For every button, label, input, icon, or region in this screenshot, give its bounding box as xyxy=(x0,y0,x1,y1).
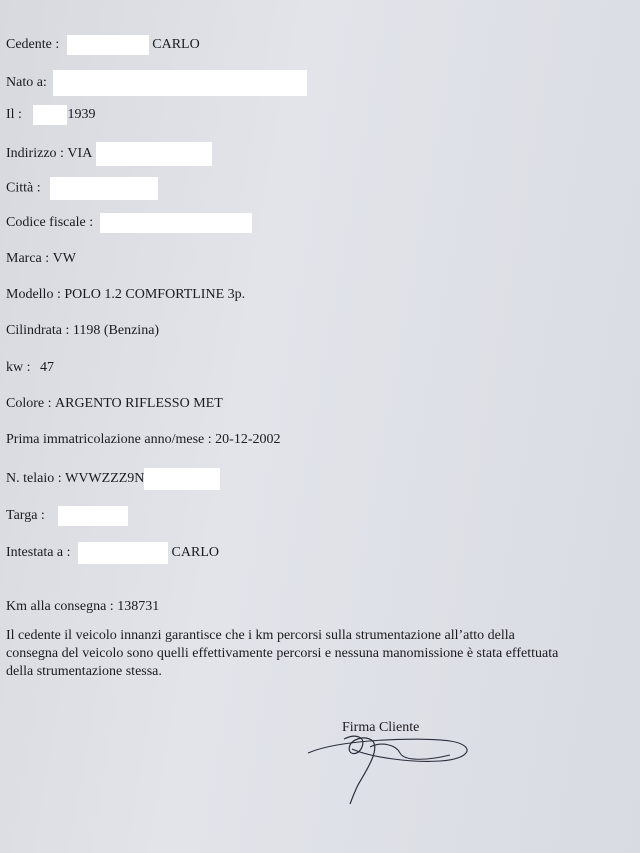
signature-scribble xyxy=(300,725,480,810)
targa-row xyxy=(6,506,128,526)
declaration-line-1: Il cedente il veicolo innanzi garantisce che i km percorsi sulla strumentazione all’atto della xyxy=(6,628,515,643)
cilindrata-value: 1198 (Benzina) xyxy=(72,323,160,338)
codice-fiscale-row xyxy=(6,213,252,233)
intestata-row xyxy=(6,542,219,564)
redaction-box xyxy=(58,506,128,526)
km-consegna-value: 138731 xyxy=(117,599,160,614)
km-consegna-row xyxy=(6,598,159,616)
marca-value: VW xyxy=(52,251,76,266)
modello-label: Modello xyxy=(6,287,54,302)
marca-label: Marca xyxy=(6,251,42,266)
colore-label: Colore xyxy=(6,396,45,411)
prima-immatricolazione-label: Prima immatricolazione anno/mese xyxy=(6,432,205,447)
kw-label: kw xyxy=(6,360,24,375)
prima-immatricolazione-value: 20-12-2002 xyxy=(215,432,281,447)
telaio-row xyxy=(6,468,220,490)
intestata-separator: : xyxy=(63,545,71,560)
redaction-box xyxy=(144,468,220,490)
citta-label: Città xyxy=(6,180,34,196)
il-value: 1939 xyxy=(67,107,96,122)
declaration-paragraph xyxy=(6,627,638,681)
km-consegna-label: Km alla consegna xyxy=(6,599,107,614)
indirizzo-separator: : xyxy=(56,146,68,161)
modello-value: POLO 1.2 COMFORTLINE 3p. xyxy=(64,287,246,302)
cedente-value: CARLO xyxy=(152,37,200,52)
citta-separator: : xyxy=(33,180,41,196)
codice-fiscale-label: Codice fiscale xyxy=(6,215,86,230)
cedente-label: Cedente xyxy=(6,37,52,52)
cilindrata-label: Cilindrata xyxy=(6,323,62,338)
nato-label: Nato a: xyxy=(6,75,47,90)
redaction-box xyxy=(33,105,67,125)
nato-row xyxy=(6,70,307,96)
marca-row xyxy=(6,250,76,268)
intestata-value: CARLO xyxy=(171,545,219,560)
modello-separator: : xyxy=(53,287,65,302)
redaction-box xyxy=(53,70,307,96)
prima-immatricolazione-row xyxy=(6,431,281,449)
colore-value: ARGENTO RIFLESSO MET xyxy=(55,396,223,411)
kw-value: 47 xyxy=(40,360,55,375)
colore-row xyxy=(6,395,223,413)
marca-separator: : xyxy=(41,251,53,266)
il-label: Il : xyxy=(6,107,22,122)
il-row xyxy=(6,105,95,125)
cilindrata-separator: : xyxy=(62,323,73,338)
targa-separator: : xyxy=(37,508,45,523)
redaction-box xyxy=(96,142,212,166)
prima-immatricolazione-separator: : xyxy=(204,432,216,447)
cilindrata-row xyxy=(6,322,159,340)
indirizzo-value: VIA xyxy=(67,146,93,161)
cedente-row xyxy=(6,35,200,55)
kw-separator: : xyxy=(23,360,35,375)
redaction-box xyxy=(67,35,149,55)
cedente-separator: : xyxy=(51,37,63,52)
indirizzo-label: Indirizzo xyxy=(6,146,57,161)
telaio-label: N. telaio xyxy=(6,471,55,486)
signature-label: Firma Cliente xyxy=(342,720,420,735)
redaction-box xyxy=(78,542,168,564)
modello-row xyxy=(6,286,245,304)
targa-label: Targa xyxy=(6,508,38,523)
telaio-value: WVWZZZ9N xyxy=(65,471,145,486)
declaration-line-3: della strumentazione stessa. xyxy=(6,664,162,679)
km-consegna-separator: : xyxy=(106,599,118,614)
redaction-box xyxy=(50,177,158,200)
codice-fiscale-separator: : xyxy=(85,215,94,230)
declaration-line-2: consegna del veicolo sono quelli effettivamente percorsi e nessuna manomissione è stata effettuata xyxy=(6,646,559,661)
redaction-box xyxy=(100,213,252,233)
telaio-separator: : xyxy=(54,471,66,486)
citta-row xyxy=(6,177,158,200)
kw-row xyxy=(6,359,54,377)
colore-separator: : xyxy=(44,396,55,411)
intestata-label: Intestata a xyxy=(6,545,64,560)
indirizzo-row xyxy=(6,142,212,166)
